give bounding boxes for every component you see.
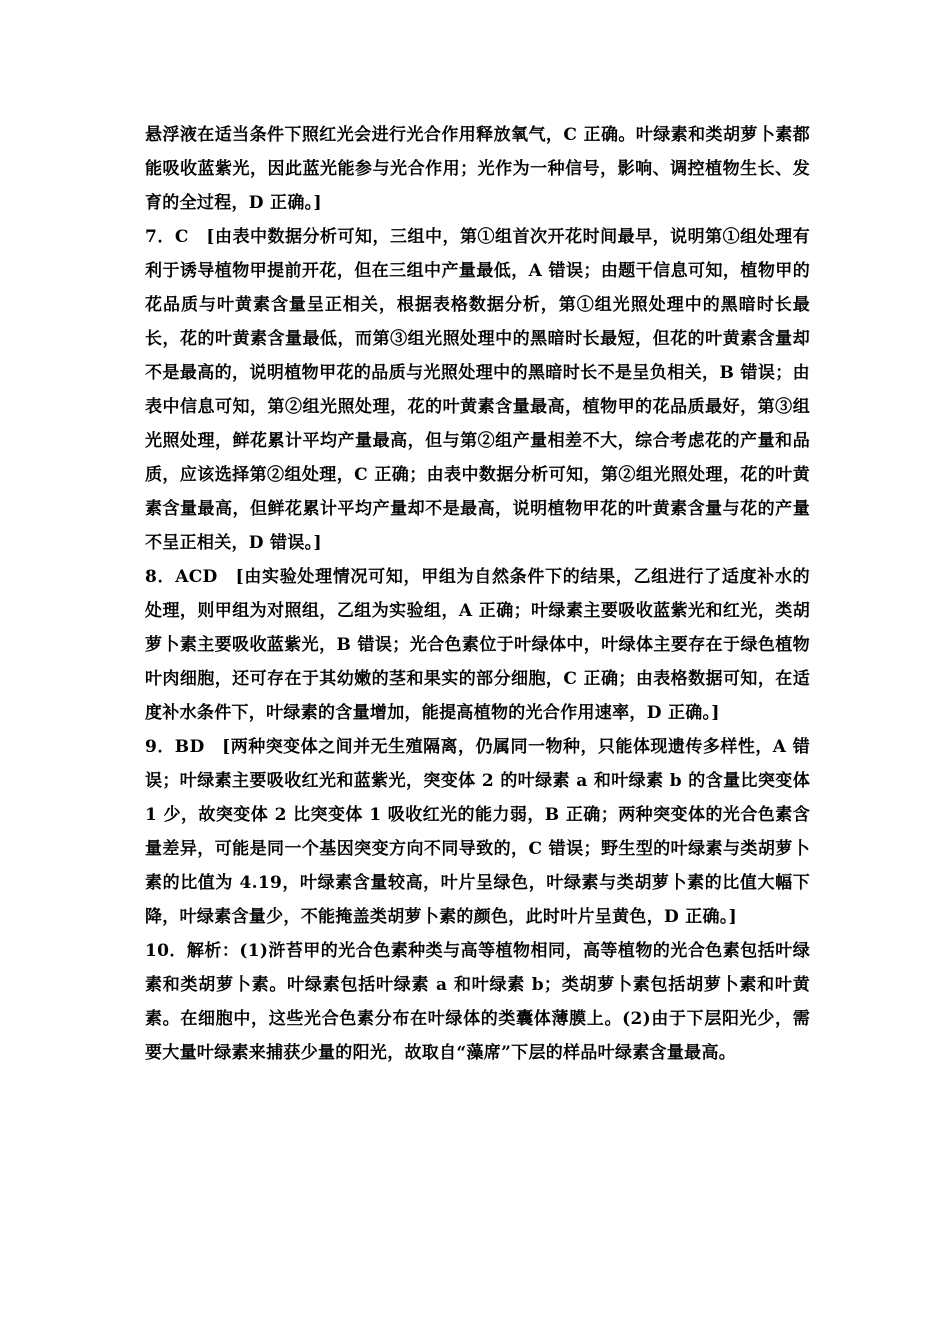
answer-7: 7．C [由表中数据分析可知，三组中，第①组首次开花时间最早，说明第①组处理有利于诱导植物甲提前开花，但在三组中产量最低，A 错误；由题干信息可知，植物甲的花品质与叶黄素含量呈正相关，根据表格数据分析，第①组光照处理中的黑暗时长最长，花的叶黄素含量最低，而第③组光照处理中的黑暗时长最短，但花的叶黄素含量却不是最高的，说明植物甲花的品质与光照处理中的黑暗时长不是呈负相关，B 错误；由表中信息可知，第②组光照处理，花的叶黄素含量最高，植物甲的花品质最好，第③组光照处理，鲜花累计平均产量最高，但与第②组产量相差不大，综合考虑花的产量和品质，应该选择第②组处理，C 正确；由表中数据分析可知，第②组光照处理，花的叶黄素含量最高，但鲜花累计平均产量却不是最高，说明植物甲花的叶黄素含量与花的产量不呈正相关，D 错误。]	[145, 227, 810, 553]
answer-8: 8．ACD [由实验处理情况可知，甲组为自然条件下的结果，乙组进行了适度补水的处理，则甲组为对照组，乙组为实验组，A 正确；叶绿素主要吸收蓝紫光和红光，类胡萝卜素主要吸收蓝紫光，B 错误；光合色素位于叶绿体中，叶绿体主要存在于绿色植物叶肉细胞，还可存在于其幼嫩的茎和果实的部分细胞，C 正确；由表格数据可知，在适度补水条件下，叶绿素的含量增加，能提高植物的光合作用速率，D 正确。]	[145, 567, 810, 723]
answer-10: 10．解析：(1)浒苔甲的光合色素种类与高等植物相同，高等植物的光合色素包括叶绿素和类胡萝卜素。叶绿素包括叶绿素 a 和叶绿素 b；类胡萝卜素包括胡萝卜素和叶黄素。在细胞中，这些光合色素分布在叶绿体的类囊体薄膜上。(2)由于下层阳光少，需要大量叶绿素来捕获少量的阳光，故取自“藻席”下层的样品叶绿素含量最高。	[145, 941, 810, 1063]
paragraph-continuation: 悬浮液在适当条件下照红光会进行光合作用释放氧气，C 正确。叶绿素和类胡萝卜素都能吸收蓝紫光，因此蓝光能参与光合作用；光作为一种信号，影响、调控植物生长、发育的全过程，D 正确。]	[145, 125, 810, 213]
answer-9: 9．BD [两种突变体之间并无生殖隔离，仍属同一物种，只能体现遗传多样性，A 错误；叶绿素主要吸收红光和蓝紫光，突变体 2 的叶绿素 a 和叶绿素 b 的含量比突变体 1 少，故突变体 2 比突变体 1 吸收红光的能力弱，B 正确；两种突变体的光合色素含量差异，可能是同一个基因突变方向不同导致的，C 错误；野生型的叶绿素与类胡萝卜素的比值为 4.19，叶绿素含量较高，叶片呈绿色，叶绿素与类胡萝卜素的比值大幅下降，叶绿素含量少，不能掩盖类胡萝卜素的颜色，此时叶片呈黄色，D 正确。]	[145, 737, 810, 927]
document-page	[145, 118, 810, 1070]
